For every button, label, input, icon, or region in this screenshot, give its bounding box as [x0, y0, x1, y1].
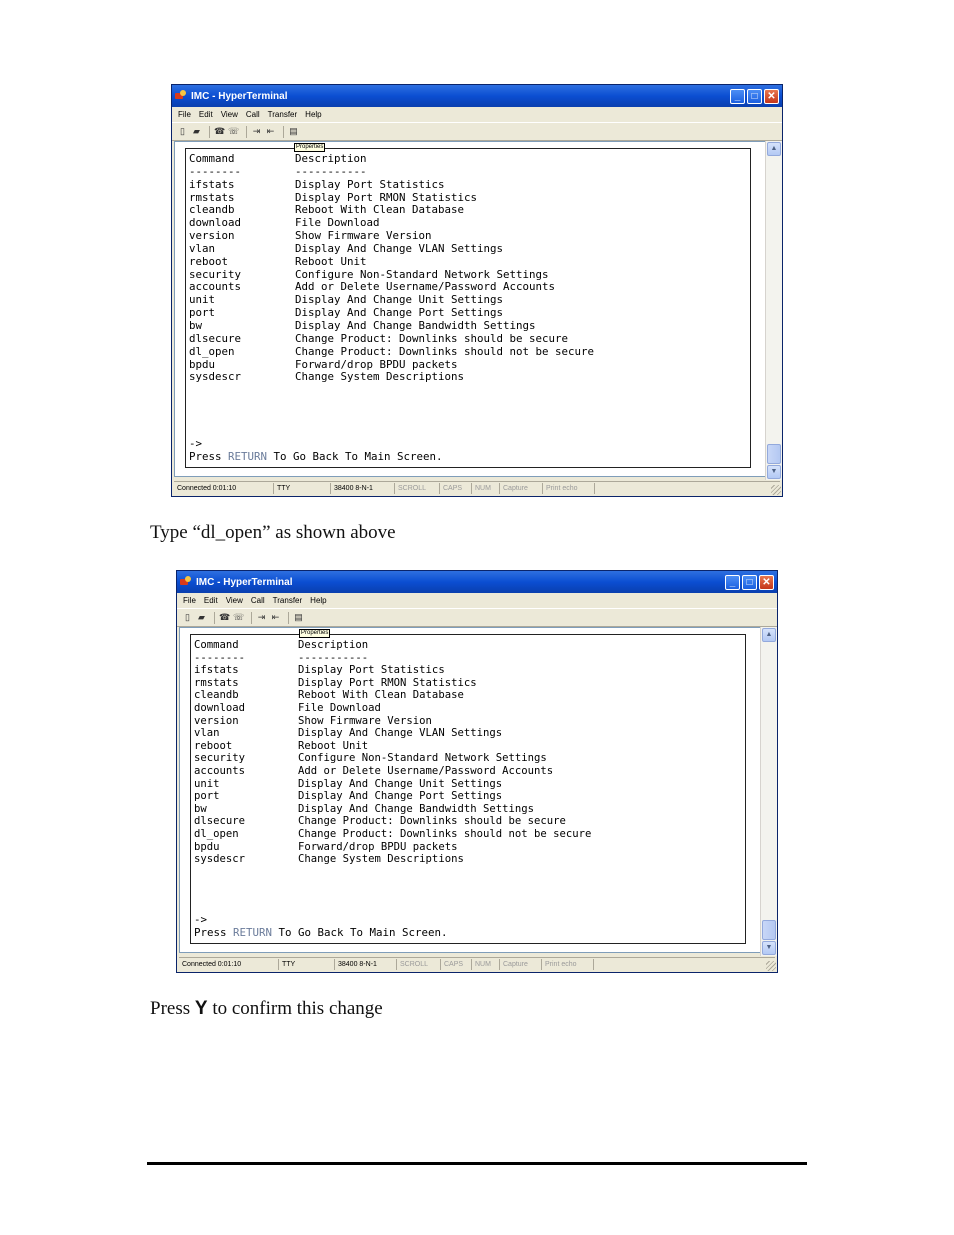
header-row [189, 153, 594, 166]
status-connected: Connected 0:01:10 [179, 959, 279, 970]
command-name: ifstats [194, 664, 239, 677]
command-name: bpdu [189, 357, 216, 371]
command-name: sysdescr [189, 370, 242, 384]
resize-grip-icon[interactable] [771, 485, 781, 495]
open-folder-icon[interactable]: ▰ [193, 126, 200, 136]
description-underline: ----------- [295, 164, 367, 178]
status-scroll: SCROLL [395, 483, 440, 494]
scroll-down-arrow-icon[interactable]: ▼ [767, 465, 781, 479]
scroll-thumb[interactable] [762, 920, 776, 940]
status-scroll: SCROLL [397, 959, 441, 970]
caption-press-text: Press [150, 998, 195, 1019]
command-name: vlan [189, 241, 216, 255]
prompt-block [189, 437, 443, 463]
command-header: Command [189, 152, 235, 165]
command-name: bw [189, 318, 203, 332]
prompt-block [194, 913, 448, 939]
press-text: Press [189, 450, 229, 463]
command-row [189, 371, 594, 384]
status-print-echo: Print echo [542, 959, 594, 970]
command-description: Change Product: Downlinks should not be secure [298, 827, 592, 840]
new-file-icon[interactable]: ▯ [185, 612, 190, 622]
prompt-arrow: -> [189, 437, 203, 450]
hyperterminal-window-1 [171, 84, 783, 497]
terminal-screen [190, 630, 746, 944]
command-description: Display And Change Port Settings [298, 790, 503, 803]
command-name: security [189, 267, 242, 281]
command-row [189, 230, 594, 243]
command-description: Reboot Unit [295, 254, 367, 268]
command-row [189, 320, 594, 333]
command-row [194, 740, 591, 753]
command-row [194, 702, 591, 715]
status-num: NUM [472, 483, 500, 494]
command-description: Display Port RMON Statistics [298, 676, 477, 689]
prompt-arrow: -> [194, 913, 208, 926]
connect-phone-icon[interactable]: ☎ [214, 126, 226, 136]
menu-view[interactable]: View [220, 110, 238, 119]
underline-row [194, 652, 591, 665]
command-description: Display And Change VLAN Settings [298, 727, 503, 740]
terminal-area[interactable] [179, 627, 761, 953]
command-row [194, 689, 591, 702]
description-header: Description [298, 639, 369, 651]
command-row [189, 256, 594, 269]
menu-help[interactable]: Help [305, 110, 322, 119]
menu-edit[interactable]: Edit [198, 110, 213, 119]
command-description: Change Product: Downlinks should be secure [295, 331, 569, 345]
menu-call[interactable]: Call [250, 596, 265, 605]
command-name: accounts [189, 280, 242, 294]
command-row [194, 778, 591, 791]
command-description: Change Product: Downlinks should not be secure [295, 344, 595, 358]
properties-tooltip: Properties [301, 630, 329, 636]
command-row [194, 715, 591, 728]
underline-row [189, 166, 594, 179]
footer-rule [147, 1162, 807, 1165]
menu-call[interactable]: Call [245, 110, 260, 119]
command-header: Command [194, 639, 239, 651]
command-row [194, 828, 591, 841]
status-port-settings: 38400 8-N-1 [335, 959, 397, 970]
command-underline: -------- [189, 164, 242, 178]
properties-icon[interactable]: ▤ [289, 126, 298, 136]
menu-view[interactable]: View [225, 596, 243, 605]
command-description: Display And Change Bandwidth Settings [298, 802, 534, 815]
command-name: sysdescr [194, 853, 246, 866]
send-file-icon[interactable]: ⇥ [257, 612, 266, 622]
command-description: Forward/drop BPDU packets [298, 840, 458, 853]
command-description: Display And Change Bandwidth Settings [295, 318, 536, 332]
command-underline: -------- [194, 651, 246, 664]
command-description: Display And Change Port Settings [295, 306, 504, 320]
command-name: dlsecure [194, 815, 246, 828]
header-row [194, 639, 591, 652]
properties-icon[interactable]: ▤ [294, 612, 303, 622]
properties-tooltip: Properties [296, 144, 324, 150]
command-list [189, 153, 594, 384]
close-button[interactable]: ✕ [764, 89, 779, 104]
command-row [194, 790, 591, 803]
send-file-icon[interactable]: ⇥ [252, 126, 261, 136]
command-row [194, 803, 591, 816]
command-name: download [194, 701, 246, 714]
description-underline: ----------- [298, 651, 369, 664]
command-name: port [189, 306, 216, 320]
command-name: cleandb [194, 689, 239, 702]
scroll-down-arrow-icon[interactable]: ▼ [762, 941, 776, 955]
status-num: NUM [472, 959, 500, 970]
command-name: dl_open [189, 344, 235, 358]
open-folder-icon[interactable]: ▰ [198, 612, 205, 622]
terminal-area[interactable] [174, 141, 766, 477]
hyperterminal-icon [180, 576, 192, 588]
command-name: reboot [189, 254, 229, 268]
command-row [189, 179, 594, 192]
command-name: version [194, 714, 239, 727]
press-text: Press [194, 926, 234, 939]
menu-bar [172, 107, 782, 122]
command-description: Configure Non-Standard Network Settings [295, 267, 549, 281]
toolbar-separator [251, 612, 252, 624]
command-description: Reboot With Clean Database [295, 203, 465, 217]
command-description: Show Firmware Version [295, 229, 432, 243]
toolbar-separator [214, 612, 215, 624]
status-print-echo: Print echo [543, 483, 595, 494]
command-description: Show Firmware Version [298, 714, 432, 727]
command-row [194, 727, 591, 740]
command-description: Reboot Unit [298, 739, 369, 752]
go-back-text: To Go Back To Main Screen. [272, 926, 448, 939]
caption-confirm-text: to confirm this change [207, 998, 383, 1019]
status-capture: Capture [500, 959, 542, 970]
toolbar [177, 608, 777, 627]
command-row [194, 841, 591, 854]
command-description: Change System Descriptions [298, 853, 464, 866]
toolbar-separator [283, 126, 284, 138]
command-name: dl_open [194, 827, 239, 840]
command-name: unit [189, 293, 216, 307]
return-key-text: RETURN [233, 926, 273, 939]
command-row [189, 243, 594, 256]
command-name: bw [194, 802, 207, 815]
command-description: Display Port Statistics [295, 177, 445, 191]
command-name: reboot [194, 739, 233, 752]
go-back-text: To Go Back To Main Screen. [267, 450, 443, 463]
command-description: File Download [295, 216, 380, 230]
status-emulation: TTY [274, 483, 331, 494]
command-name: rmstats [194, 676, 239, 689]
menu-transfer[interactable]: Transfer [272, 596, 303, 605]
command-description: Change Product: Downlinks should be secure [298, 815, 566, 828]
resize-grip-icon[interactable] [766, 961, 776, 971]
menu-transfer[interactable]: Transfer [267, 110, 298, 119]
command-name: download [189, 216, 242, 230]
caption-y-key: Y [194, 998, 208, 1019]
status-caps: CAPS [440, 483, 472, 494]
menu-file[interactable]: File [178, 110, 191, 119]
command-row [194, 765, 591, 778]
status-emulation: TTY [279, 959, 335, 970]
command-name: accounts [194, 764, 246, 777]
terminal-screen [185, 144, 751, 468]
command-description: Forward/drop BPDU packets [295, 357, 458, 371]
menu-help[interactable]: Help [310, 596, 327, 605]
command-description: Change System Descriptions [295, 370, 465, 384]
command-row [194, 664, 591, 677]
command-description: Display And Change VLAN Settings [295, 241, 504, 255]
command-row [194, 752, 591, 765]
command-description: Add or Delete Username/Password Accounts [298, 764, 554, 777]
command-description: Display Port RMON Statistics [295, 190, 478, 204]
scroll-up-arrow-icon[interactable]: ▲ [762, 628, 776, 642]
window-title: IMC - HyperTerminal [191, 90, 288, 102]
connect-phone-icon[interactable]: ☎ [219, 612, 231, 622]
receive-file-icon[interactable]: ⇤ [271, 612, 280, 622]
command-name: security [194, 752, 246, 765]
command-description: Reboot With Clean Database [298, 689, 464, 702]
hyperterminal-window-2 [176, 570, 778, 973]
vertical-scrollbar[interactable] [760, 627, 777, 956]
toolbar-separator [246, 126, 247, 138]
command-row [189, 204, 594, 217]
new-file-icon[interactable]: ▯ [180, 126, 185, 136]
command-list [194, 639, 591, 866]
maximize-button[interactable]: □ [747, 89, 762, 104]
command-name: cleandb [189, 203, 235, 217]
command-row [189, 333, 594, 346]
title-bar[interactable] [172, 85, 782, 107]
description-header: Description [295, 152, 367, 165]
caption-press-y [150, 998, 383, 1020]
scroll-up-arrow-icon[interactable]: ▲ [767, 142, 781, 156]
window-title: IMC - HyperTerminal [196, 576, 293, 588]
command-row [194, 853, 591, 866]
return-instruction [189, 450, 443, 463]
command-name: ifstats [189, 177, 235, 191]
status-caps: CAPS [441, 959, 472, 970]
command-description: Display And Change Unit Settings [298, 777, 503, 790]
minimize-button[interactable]: _ [725, 575, 740, 590]
status-capture: Capture [500, 483, 543, 494]
minimize-button[interactable]: _ [730, 89, 745, 104]
caption-type-dl-open: Type “dl_open” as shown above [150, 522, 396, 543]
toolbar-separator [288, 612, 289, 624]
title-bar[interactable] [177, 571, 777, 593]
command-name: vlan [194, 727, 220, 740]
command-description: File Download [298, 701, 381, 714]
command-row [194, 815, 591, 828]
status-port-settings: 38400 8-N-1 [331, 483, 395, 494]
command-description: Display And Change Unit Settings [295, 293, 504, 307]
vertical-scrollbar[interactable] [765, 141, 782, 480]
command-row [189, 346, 594, 359]
toolbar [172, 122, 782, 141]
return-instruction [194, 926, 448, 939]
command-name: version [189, 229, 235, 243]
menu-file[interactable]: File [183, 596, 196, 605]
return-key-text: RETURN [228, 450, 268, 463]
command-name: unit [194, 777, 220, 790]
command-name: port [194, 790, 220, 803]
menu-edit[interactable]: Edit [203, 596, 218, 605]
command-description: Configure Non-Standard Network Settings [298, 752, 547, 765]
status-bar [174, 481, 780, 494]
status-connected: Connected 0:01:10 [174, 483, 274, 494]
menu-bar [177, 593, 777, 608]
hyperterminal-icon [175, 90, 187, 102]
command-row [194, 677, 591, 690]
close-button[interactable]: ✕ [759, 575, 774, 590]
command-name: rmstats [189, 190, 235, 204]
receive-file-icon[interactable]: ⇤ [266, 126, 275, 136]
command-description: Display Port Statistics [298, 664, 445, 677]
command-description: Add or Delete Username/Password Accounts [295, 280, 556, 294]
command-name: dlsecure [189, 331, 242, 345]
command-name: bpdu [194, 840, 220, 853]
disconnect-icon[interactable]: ☏ [228, 126, 240, 136]
scroll-thumb[interactable] [767, 444, 781, 464]
maximize-button[interactable]: □ [742, 575, 757, 590]
status-bar [179, 957, 775, 970]
disconnect-icon[interactable]: ☏ [233, 612, 245, 622]
toolbar-separator [209, 126, 210, 138]
